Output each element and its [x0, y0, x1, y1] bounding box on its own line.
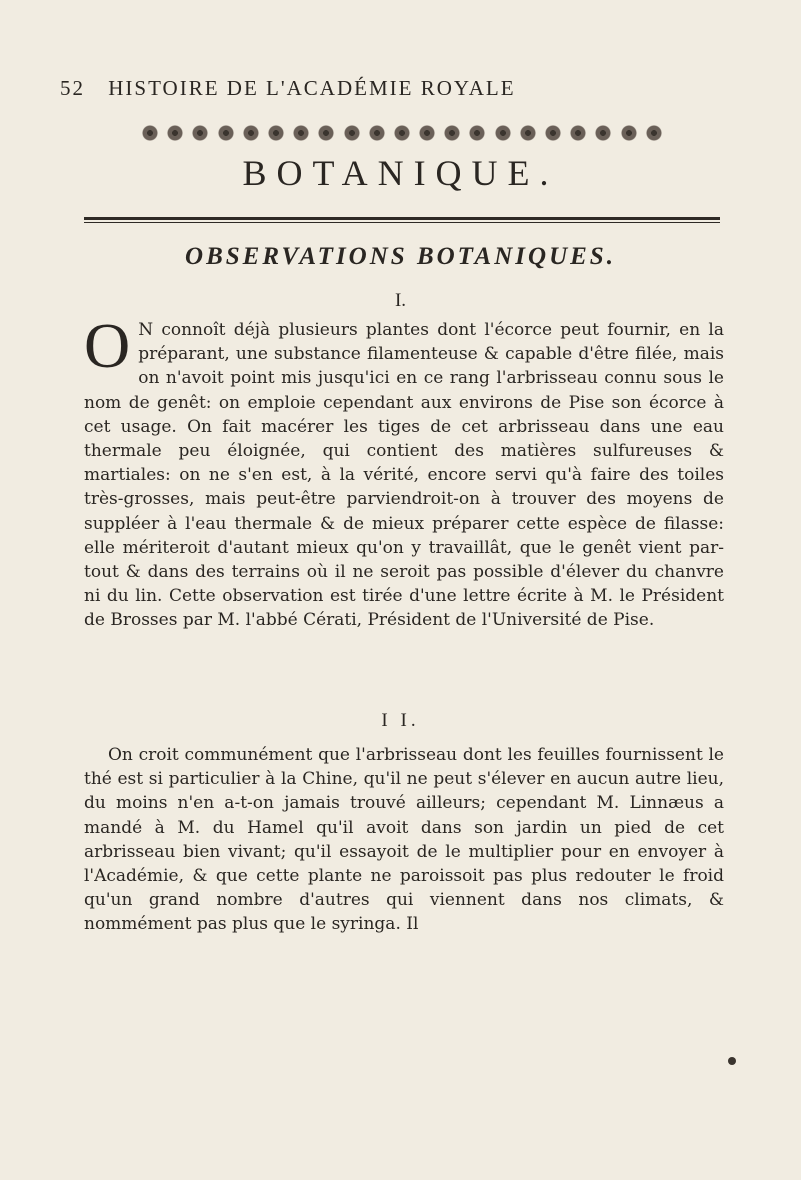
drop-cap: O: [84, 310, 131, 381]
floral-ornament-icon: [218, 125, 234, 141]
entry-numeral-2: I I.: [381, 710, 420, 731]
running-head-title: HISTOIRE DE L'ACADÉMIE ROYALE: [108, 76, 516, 100]
entry-text-1: N connoît déjà plusieurs plantes dont l'écorce peut fournir, en la préparant, une substance filamenteuse & capable d'être filée, mais on n'avoit point mis jusqu'ici en ce rang l'arbrisseau connu sous le nom de genêt: on emploie cependant aux environs de Pise son écorce à cet usage. On fait macérer les tiges de cet arbrisseau dans une eau thermale peu éloignée, qui contient des matières sulfureuses & martiales: on ne s'en est, à la vérité, encore servi qu'à faire des toiles très-grosses, mais peut-être parviendroit-on à trouver des moyens de suppléer à l'eau thermale & de mieux préparer cette espèce de filasse: elle mériteroit d'autant mieux qu'on y travaillât, que le genêt vient par-tout & dans des terrains où il ne seroit pas possible d'élever du chanvre ni du lin. Cette observation est tirée d'une lettre écrite à M. le Président de Brosses par M. l'abbé Cérati, Président de l'Université de Pise.: [84, 320, 724, 631]
floral-ornament-band: [142, 124, 662, 142]
floral-ornament-icon: [595, 125, 611, 141]
floral-ornament-icon: [293, 125, 309, 141]
floral-ornament-icon: [142, 125, 158, 141]
floral-ornament-icon: [646, 125, 662, 141]
floral-ornament-icon: [243, 125, 259, 141]
floral-ornament-icon: [570, 125, 586, 141]
floral-ornament-icon: [318, 125, 334, 141]
floral-ornament-icon: [444, 125, 460, 141]
section-title: BOTANIQUE.: [242, 153, 559, 193]
floral-ornament-icon: [469, 125, 485, 141]
floral-ornament-icon: [545, 125, 561, 141]
entry-numeral-1: I.: [394, 290, 407, 311]
floral-ornament-icon: [369, 125, 385, 141]
floral-ornament-icon: [520, 125, 536, 141]
floral-ornament-icon: [192, 125, 208, 141]
floral-ornament-icon: [419, 125, 435, 141]
floral-ornament-icon: [621, 125, 637, 141]
floral-ornament-icon: [394, 125, 410, 141]
double-rule-divider: [84, 217, 720, 223]
floral-ornament-icon: [495, 125, 511, 141]
entry-paragraph-2: [84, 743, 724, 937]
page-number: 52: [60, 76, 85, 100]
entry-text-2: On croit communément que l'arbrisseau dont les feuilles fournissent le thé est si particulier à la Chine, qu'il ne peut s'élever en aucun autre lieu, du moins n'en a-t-on jamais trouvé ailleurs; cependant M. Linnæus a mandé à M. du Hamel qu'il avoit dans son jardin un pied de cet arbrisseau bien vivant; qu'il essayoit de le multiplier pour en envoyer à l'Académie, & que cette plante ne paroissoit pas plus redouter le froid qu'un grand nombre d'autres qui viennent dans nos climats, & nommément pas plus que le syringa. Il: [84, 745, 724, 935]
ink-spot: [728, 1057, 736, 1065]
entry-paragraph-1: [84, 310, 724, 633]
observations-heading: OBSERVATIONS BOTANIQUES.: [185, 243, 616, 270]
floral-ornament-icon: [268, 125, 284, 141]
floral-ornament-icon: [167, 125, 183, 141]
running-head: [60, 76, 710, 101]
floral-ornament-icon: [344, 125, 360, 141]
